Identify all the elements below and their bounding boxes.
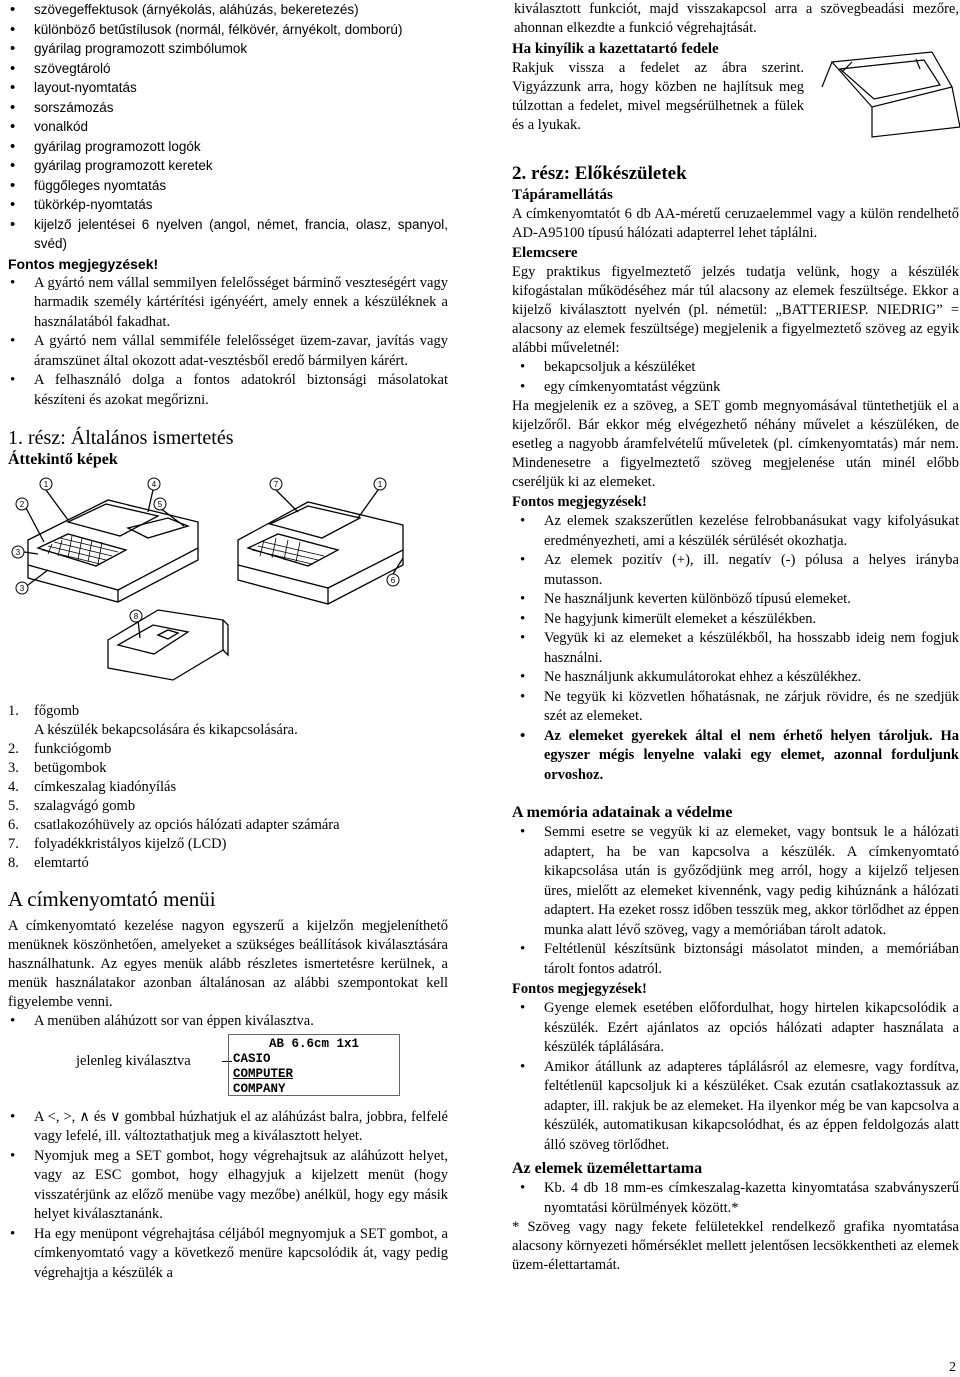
part1-title: 1. rész: Általános ismertetés: [8, 427, 234, 449]
battery-notes: [512, 512, 959, 785]
list-item: • kijelző jelentései 6 nyelven (angol, német, francia, olasz, spanyol, svéd): [8, 215, 448, 254]
page-number: 2: [949, 1360, 956, 1375]
cassette-section: [512, 59, 959, 159]
callout-1b: 1: [377, 480, 383, 489]
lcd-line: CASIO: [233, 1051, 271, 1066]
list-item: • gyárilag programozott keretek: [8, 156, 448, 176]
list-item: 4. címkeszalag kiadónyílás: [8, 779, 177, 795]
lcd-status-line: AB 6.6cm 1x1: [268, 1036, 359, 1051]
battery-notes-heading: Fontos megjegyzések!: [512, 494, 647, 510]
battery-text-2: Ha megjelenik ez a szöveg, a SET gomb megnyomásával tüntethetjük el a kijelzőről. Bár ekkor még elvégezhető néhány művelet a készüléken, de esetleg a nagyobb áramfelvételű műveletek (pl. címkenyomtatás) már nem. Mindenesetre a figyelmeztető szöveg megjelenése után minél előbb cseréljük ki az elemeket.: [512, 398, 959, 490]
lcd-example: [8, 1032, 448, 1104]
callout-7: 7: [273, 480, 279, 489]
list-item-warning: • Az elemeket gyerekek által el nem érhető helyen tároljuk. Ha egyszer mégis lenyelne valaki egy elemet, azonnal forduljunk orvoshoz.: [512, 727, 959, 786]
label-printer-drawing: [8, 470, 448, 702]
list-item: • szövegtároló: [8, 59, 448, 79]
list-item-sub: A készülék bekapcsolására és kikapcsolására.: [34, 722, 298, 738]
list-item: • Az elemek szakszerűtlen kezelése felrobbanásukat vagy kifolyásukat eredményezheti, ami a készülék sérülését okozhatja.: [512, 512, 959, 551]
list-item: • bekapcsoljuk a készüléket: [512, 358, 959, 378]
list-item: • Ne tegyük ki közvetlen hőhatásnak, ne zárjuk rövidre, és ne szedjük szét az elemeket.: [512, 688, 959, 727]
callout-2: 2: [19, 500, 25, 509]
list-item: • Ne használjunk akkumulátorokat ehhez a készülékhez.: [512, 668, 959, 688]
menu-bullet-list: [8, 1012, 448, 1032]
callout-3b: 3: [19, 584, 25, 593]
device-illustration: [8, 470, 448, 702]
list-item: • Vegyük ki az elemeket a készülékből, ha hosszabb ideig nem fogjuk használni.: [512, 629, 959, 668]
overview-title: Áttekintő képek: [8, 451, 118, 468]
cassette-heading: Ha kinyílik a kazettatartó fedele: [512, 41, 719, 57]
callout-1: 1: [43, 480, 49, 489]
list-item: • A gyártó nem vállal semmiféle felelősséget üzem-zavar, javítás vagy áramszünet által okozott adat-vesztésből eredő bármilyen kárért.: [8, 332, 448, 371]
list-item: • sorszámozás: [8, 98, 448, 118]
right-column: [512, 0, 959, 1275]
battery-heading: Elemcsere: [512, 245, 578, 261]
notes-heading: Fontos megjegyzések!: [8, 255, 159, 272]
menu-title: A címkenyomtató menüi: [8, 887, 216, 911]
list-item: • gyárilag programozott logók: [8, 137, 448, 157]
battery-life-list: [512, 1179, 959, 1218]
callout-6: 6: [390, 576, 396, 585]
part2-title: 2. rész: Előkészületek: [512, 163, 687, 184]
feature-list: [8, 0, 448, 254]
list-item: • Feltétlenül készítsünk biztonsági másolatot minden, a memóriában tárolt fontos adatról.: [512, 940, 959, 979]
power-text: A címkenyomtatót 6 db AA-méretű ceruzaelemmel vagy a külön rendelhető AD-A95100 típusú hálózati adapterrel lehet táplálni.: [512, 206, 959, 241]
list-item: • A gyártó nem vállal semmilyen felelősséget bárminő veszteségért vagy harmadik személy kártérítési igényéért, amely ennek a készüléknek a használatából fakadhat.: [8, 274, 448, 333]
list-item: • Kb. 4 db 18 mm-es címkeszalag-kazetta kinyomtatása szabványszerű nyomtatási körülmények között.*: [512, 1179, 959, 1218]
list-item: 2. funkciógomb: [8, 741, 112, 757]
list-item: • A menüben aláhúzott sor van éppen kiválasztva.: [8, 1012, 448, 1032]
list-item: • Az elemek pozitív (+), ill. negatív (-) pólusa a helyes irányba mutasson.: [512, 551, 959, 590]
cassette-cover-drawing: [812, 47, 960, 147]
list-item: • A felhasználó dolga a fontos adatokról biztonsági másolatokat készíteni és azokat megőrizni.: [8, 371, 448, 410]
memory-list: [512, 823, 959, 979]
battery-life-note: * Szöveg vagy nagy fekete felületekkel rendelkező grafika nyomtatása alacsony környezeti hőmérséklet mellett jelentősen lecsökkentheti az elemek üzem-élettartamát.: [512, 1219, 959, 1273]
lcd-caption: jelenleg kiválasztva: [76, 1052, 191, 1069]
memory-notes: [512, 999, 959, 1155]
list-item: • Ne hagyjunk kimerült elemeket a készülékben.: [512, 610, 959, 630]
list-item: 6. csatlakozóhüvely az opciós hálózati adapter számára: [8, 817, 340, 833]
memory-notes-heading: Fontos megjegyzések!: [512, 981, 647, 997]
list-item: • gyárilag programozott szimbólumok: [8, 39, 448, 59]
lcd-screen: [228, 1034, 400, 1096]
list-item: 7. folyadékkristályos kijelző (LCD): [8, 836, 227, 852]
list-item: • layout-nyomtatás: [8, 78, 448, 98]
parts-list: [8, 702, 448, 873]
callout-4: 4: [151, 480, 157, 489]
cassette-text: Rakjuk vissza a fedelet az ábra szerint. Vigyázzunk arra, hogy közben ne hajlítsuk meg túlzottan a fedelet, mivel megsérülhetnek a fülek és a lyukak.: [512, 60, 804, 133]
power-heading: Tápáramellátás: [512, 187, 613, 203]
list-item: 5. szalagvágó gomb: [8, 798, 136, 814]
list-item: 1. főgomb: [8, 703, 80, 719]
list-item: • szövegeffektusok (árnyékolás, aláhúzás, bekeretezés): [8, 0, 448, 20]
list-item: 3. betügombok: [8, 760, 107, 776]
menu-intro: A címkenyomtató kezelése nagyon egyszerű a kijelzőn megjeleníthető menüknek köszönhetően, amelyeket a szükséges beállítások kiválasztására használhatunk. Az egyes menük alább részletes ismertetésre kerülnek, a menük használatakor azonban általánosan az alábbi szempontokat kell figyelembe venni.: [8, 918, 448, 1010]
list-item: • Amikor átállunk az adapteres táplálásról az elemesre, vagy fordítva, feltétlenül kapcsoljuk ki a készüléket. Csak ezután csatlakoztassuk az adapter, ill. rakjuk be az elemeket. Ha ilyenkor még be van kapcsolva a készülék, automatikusan kikapcsolódhat, és az éppen feldolgozás alatt álló szöveg törlődhet.: [512, 1058, 959, 1156]
list-item: • Ha egy menüpont végrehajtása céljából megnyomjuk a SET gombot, a címkenyomtató vagy a következő menüre kapcsolódik át, vagy pedig végrehajtja a készülék a: [8, 1225, 448, 1284]
battery-life-heading: Az elemek üzemélettartama: [512, 1160, 703, 1177]
list-item: • A <, >, ∧ és ∨ gombbal húzhatjuk el az aláhúzást balra, jobbra, felfelé vagy lefelé, ill. változtathatjuk meg a kiválasztott helyet.: [8, 1108, 448, 1147]
list-item: • Gyenge elemek esetében előfordulhat, hogy hirtelen kikapcsolódik a készülék. Ezért ajánlatos az opciós hálózati adapter használata a készülék táplálására.: [512, 999, 959, 1058]
list-item: • Ne használjunk keverten különböző típusú elemeket.: [512, 590, 959, 610]
callout-3: 3: [15, 548, 21, 557]
notes-list: [8, 274, 448, 411]
lcd-line-selected: COMPUTER: [233, 1066, 294, 1081]
battery-situations: [512, 358, 959, 397]
continued-text: kiválasztott funkciót, majd visszakapcsol arra a szövegbeadási mezőre, ahonnan elkezdte a funkció végrehajtását.: [514, 1, 959, 36]
list-item: 8. elemtartó: [8, 855, 89, 871]
memory-heading: A memória adatainak a védelme: [512, 804, 733, 821]
lcd-line: COMPANY: [233, 1081, 286, 1096]
callout-5: 5: [157, 500, 163, 509]
left-column: [8, 0, 448, 1283]
list-item: • Nyomjuk meg a SET gombot, hogy végrehajtsuk az aláhúzott helyet, vagy az ESC gombot, hogy elhagyjuk a kijelzett menüt (hogy visszatérjünk az előző menübe vagy mezőbe) anélkül, hogy egy másik helyet kiválasztanánk.: [8, 1147, 448, 1225]
list-item: • Semmi esetre se vegyük ki az elemeket, vagy bontsuk le a hálózati adaptert, ha be van kapcsolva a készülék. A címkenyomtató kikapcsolása után is győződjünk meg arról, hogy a kijelző teljesen üres, mielőtt az elemeket kivennénk, vagy pedig kihúznánk a hálózati adaptert. Ha ezeket rossz időben tesszük meg, akkor törlődhet az éppen munka alatt lévő szöveg, vagy a memóriában tárolt adatok.: [512, 823, 959, 940]
callout-8: 8: [133, 612, 139, 621]
list-item: • függőleges nyomtatás: [8, 176, 448, 196]
list-item: • egy címkenyomtatást végzünk: [512, 378, 959, 398]
list-item: • különböző betűstílusok (normál, félkövér, árnyékolt, domború): [8, 20, 448, 40]
battery-text: Egy praktikus figyelmeztető jelzés tudatja velünk, hogy a készülék kifogástalan működéséhez már túl alacsony az elemek feszültsége. Ekkor a kijelző kiválasztott nyelvén (pl. németül: „BATTERIESP. NIEDRIG” = alacsony az elemek feszültsége) megjelenik a figyelmeztető szöveg az egyik alábbi műveletnél:: [512, 264, 959, 356]
list-item: • vonalkód: [8, 117, 448, 137]
list-item: • tükörkép-nyomtatás: [8, 195, 448, 215]
menu-bullet-list: [8, 1108, 448, 1284]
